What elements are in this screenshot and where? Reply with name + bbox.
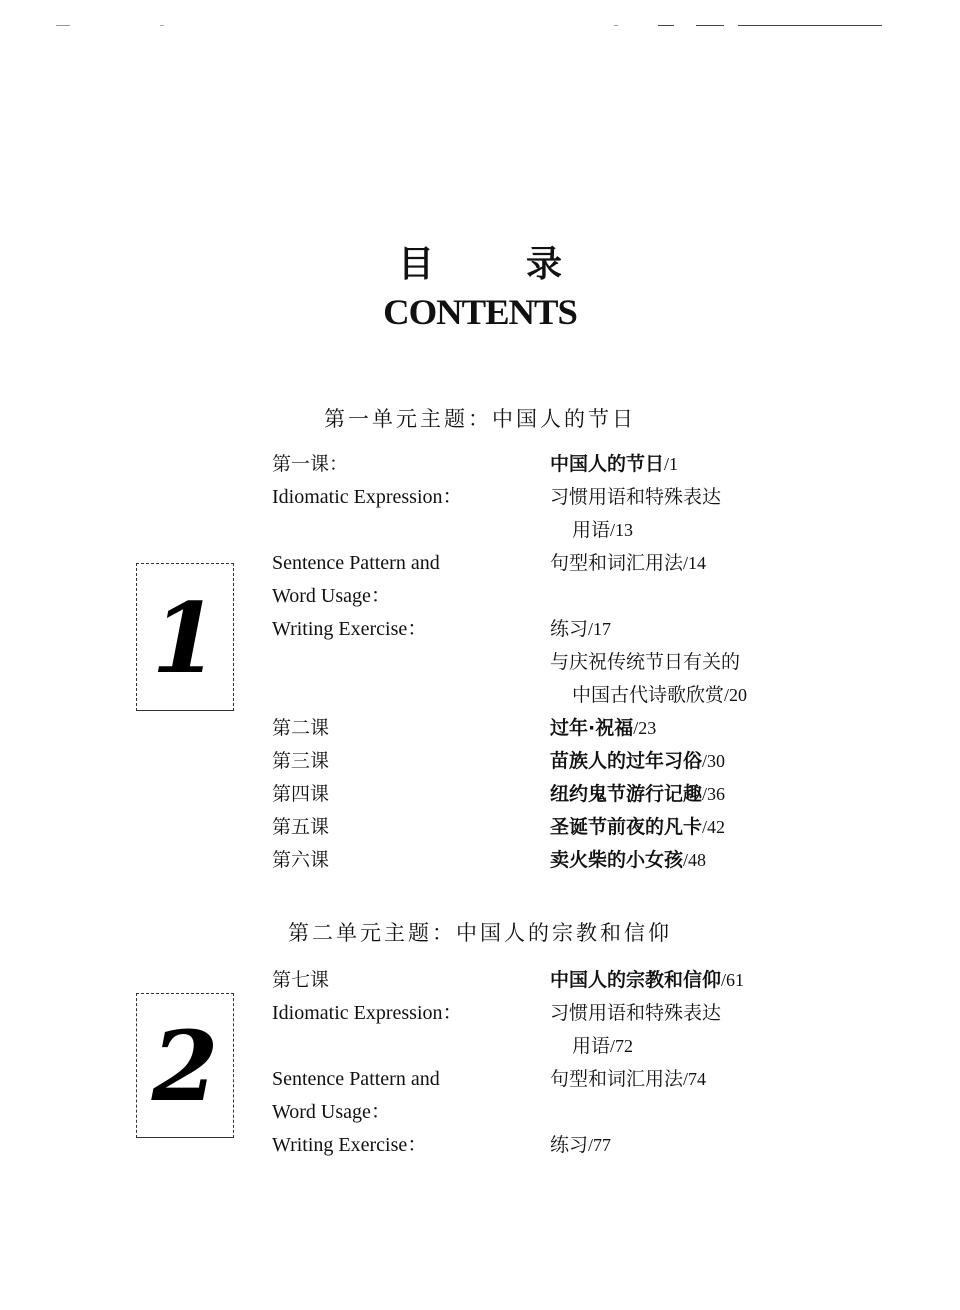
frame-edge — [136, 563, 234, 564]
page-number: /20 — [724, 685, 748, 705]
unit-1-toc — [272, 448, 832, 877]
section-title-text: 习惯用语和特殊表达 — [550, 486, 722, 508]
section-title-text: 中国古代诗歌欣赏 — [572, 684, 725, 706]
title-char-2: 录 — [526, 244, 563, 285]
page-number: /61 — [721, 970, 745, 990]
unit-2-heading: 第二单元主题：中国人的宗教和信仰 — [288, 921, 672, 945]
section-title-text: 用语 — [572, 519, 611, 541]
page-number: /14 — [683, 553, 707, 573]
lesson-label: 第七课 — [272, 969, 330, 991]
section-title-text: 句型和词汇用法 — [550, 552, 684, 574]
scan-mark — [658, 25, 674, 26]
toc-row[interactable] — [272, 547, 832, 580]
section-title-continued[interactable] — [572, 1030, 633, 1063]
section-title[interactable] — [550, 613, 611, 646]
section-title-continued[interactable] — [572, 679, 747, 712]
title-char-1: 目 — [397, 244, 434, 285]
section-title[interactable] — [550, 547, 706, 580]
page-number: /1 — [664, 454, 679, 474]
toc-row[interactable] — [272, 964, 832, 997]
section-label: Word Usage： — [272, 1101, 391, 1123]
unit-2-toc — [272, 964, 832, 1162]
toc-row[interactable] — [272, 613, 832, 646]
toc-row[interactable] — [272, 1030, 832, 1063]
lesson-title[interactable] — [550, 712, 656, 745]
scan-mark — [614, 25, 618, 26]
section-title-text: 与庆祝传统节日有关的 — [550, 651, 741, 673]
lesson-title-text: 苗族人的过年习俗 — [550, 750, 703, 772]
lesson-title-text: 过年·祝福 — [550, 717, 634, 739]
lesson-title[interactable] — [550, 745, 725, 778]
toc-row[interactable] — [272, 844, 832, 877]
lesson-title[interactable] — [550, 844, 706, 877]
section-title-text: 用语 — [572, 1035, 611, 1057]
lesson-title[interactable] — [550, 448, 678, 481]
unit-1-number-frame — [136, 563, 234, 711]
toc-row[interactable] — [272, 1129, 832, 1162]
section-title[interactable] — [550, 1063, 706, 1096]
scan-artifact-marks — [0, 25, 960, 29]
toc-row[interactable] — [272, 997, 832, 1030]
toc-row[interactable] — [272, 811, 832, 844]
section-label: Writing Exercise： — [272, 618, 428, 640]
toc-row[interactable] — [272, 778, 832, 811]
page-title-chinese — [0, 243, 960, 287]
section-title[interactable] — [550, 646, 740, 679]
frame-edge — [136, 993, 234, 994]
scan-mark — [696, 25, 724, 26]
page-number: /36 — [702, 784, 726, 804]
lesson-title-text: 圣诞节前夜的凡卡 — [550, 816, 703, 838]
lesson-label: 第三课 — [272, 750, 330, 772]
frame-edge — [136, 710, 234, 711]
scan-mark — [738, 25, 882, 26]
unit-2-number-frame — [136, 993, 234, 1138]
toc-row[interactable] — [272, 712, 832, 745]
page-number: /30 — [702, 751, 726, 771]
frame-edge — [136, 1137, 234, 1138]
toc-row[interactable] — [272, 448, 832, 481]
page-number: /48 — [683, 850, 707, 870]
section-title[interactable] — [550, 1129, 611, 1162]
lesson-label: 第二课 — [272, 717, 330, 739]
section-title-continued[interactable] — [572, 514, 633, 547]
section-title-text: 句型和词汇用法 — [550, 1068, 684, 1090]
page-number: /23 — [633, 718, 657, 738]
unit-1-heading: 第一单元主题：中国人的节日 — [324, 407, 636, 431]
toc-row[interactable] — [272, 481, 832, 514]
lesson-title-text: 中国人的节日 — [550, 453, 665, 475]
unit-2-numeral: 2 — [151, 1010, 219, 1123]
lesson-label: 第一课： — [272, 453, 349, 475]
section-label: Idiomatic Expression： — [272, 486, 463, 508]
page-number: /13 — [610, 520, 634, 540]
toc-row[interactable] — [272, 514, 832, 547]
lesson-label: 第六课 — [272, 849, 330, 871]
toc-row[interactable] — [272, 646, 832, 679]
section-title[interactable] — [550, 481, 721, 514]
section-label: Idiomatic Expression： — [272, 1002, 463, 1024]
page-number: /17 — [588, 619, 612, 639]
section-title[interactable] — [550, 997, 721, 1030]
section-label: Word Usage： — [272, 585, 391, 607]
page-number: /77 — [588, 1135, 612, 1155]
lesson-title[interactable] — [550, 778, 725, 811]
scan-mark — [56, 25, 70, 26]
page-number: /74 — [683, 1069, 707, 1089]
lesson-title-text: 中国人的宗教和信仰 — [550, 969, 722, 991]
scan-mark — [160, 25, 164, 26]
page-number: /42 — [702, 817, 726, 837]
lesson-title[interactable] — [550, 811, 725, 844]
lesson-label: 第五课 — [272, 816, 330, 838]
lesson-title-text: 卖火柴的小女孩 — [550, 849, 684, 871]
lesson-title[interactable] — [550, 964, 744, 997]
lesson-label: 第四课 — [272, 783, 330, 805]
toc-row[interactable] — [272, 679, 832, 712]
page-number: /72 — [610, 1036, 634, 1056]
section-title-text: 练习 — [550, 618, 589, 640]
section-label: Writing Exercise： — [272, 1134, 428, 1156]
toc-row[interactable] — [272, 1063, 832, 1096]
page-title-english: CONTENTS — [383, 292, 577, 332]
unit-1-numeral: 1 — [151, 582, 219, 695]
section-label: Sentence Pattern and — [272, 552, 440, 574]
lesson-title-text: 纽约鬼节游行记趣 — [550, 783, 703, 805]
toc-row[interactable] — [272, 745, 832, 778]
toc-row — [272, 1096, 832, 1129]
section-title-text: 习惯用语和特殊表达 — [550, 1002, 722, 1024]
section-label: Sentence Pattern and — [272, 1068, 440, 1090]
section-title-text: 练习 — [550, 1134, 589, 1156]
toc-row — [272, 580, 832, 613]
